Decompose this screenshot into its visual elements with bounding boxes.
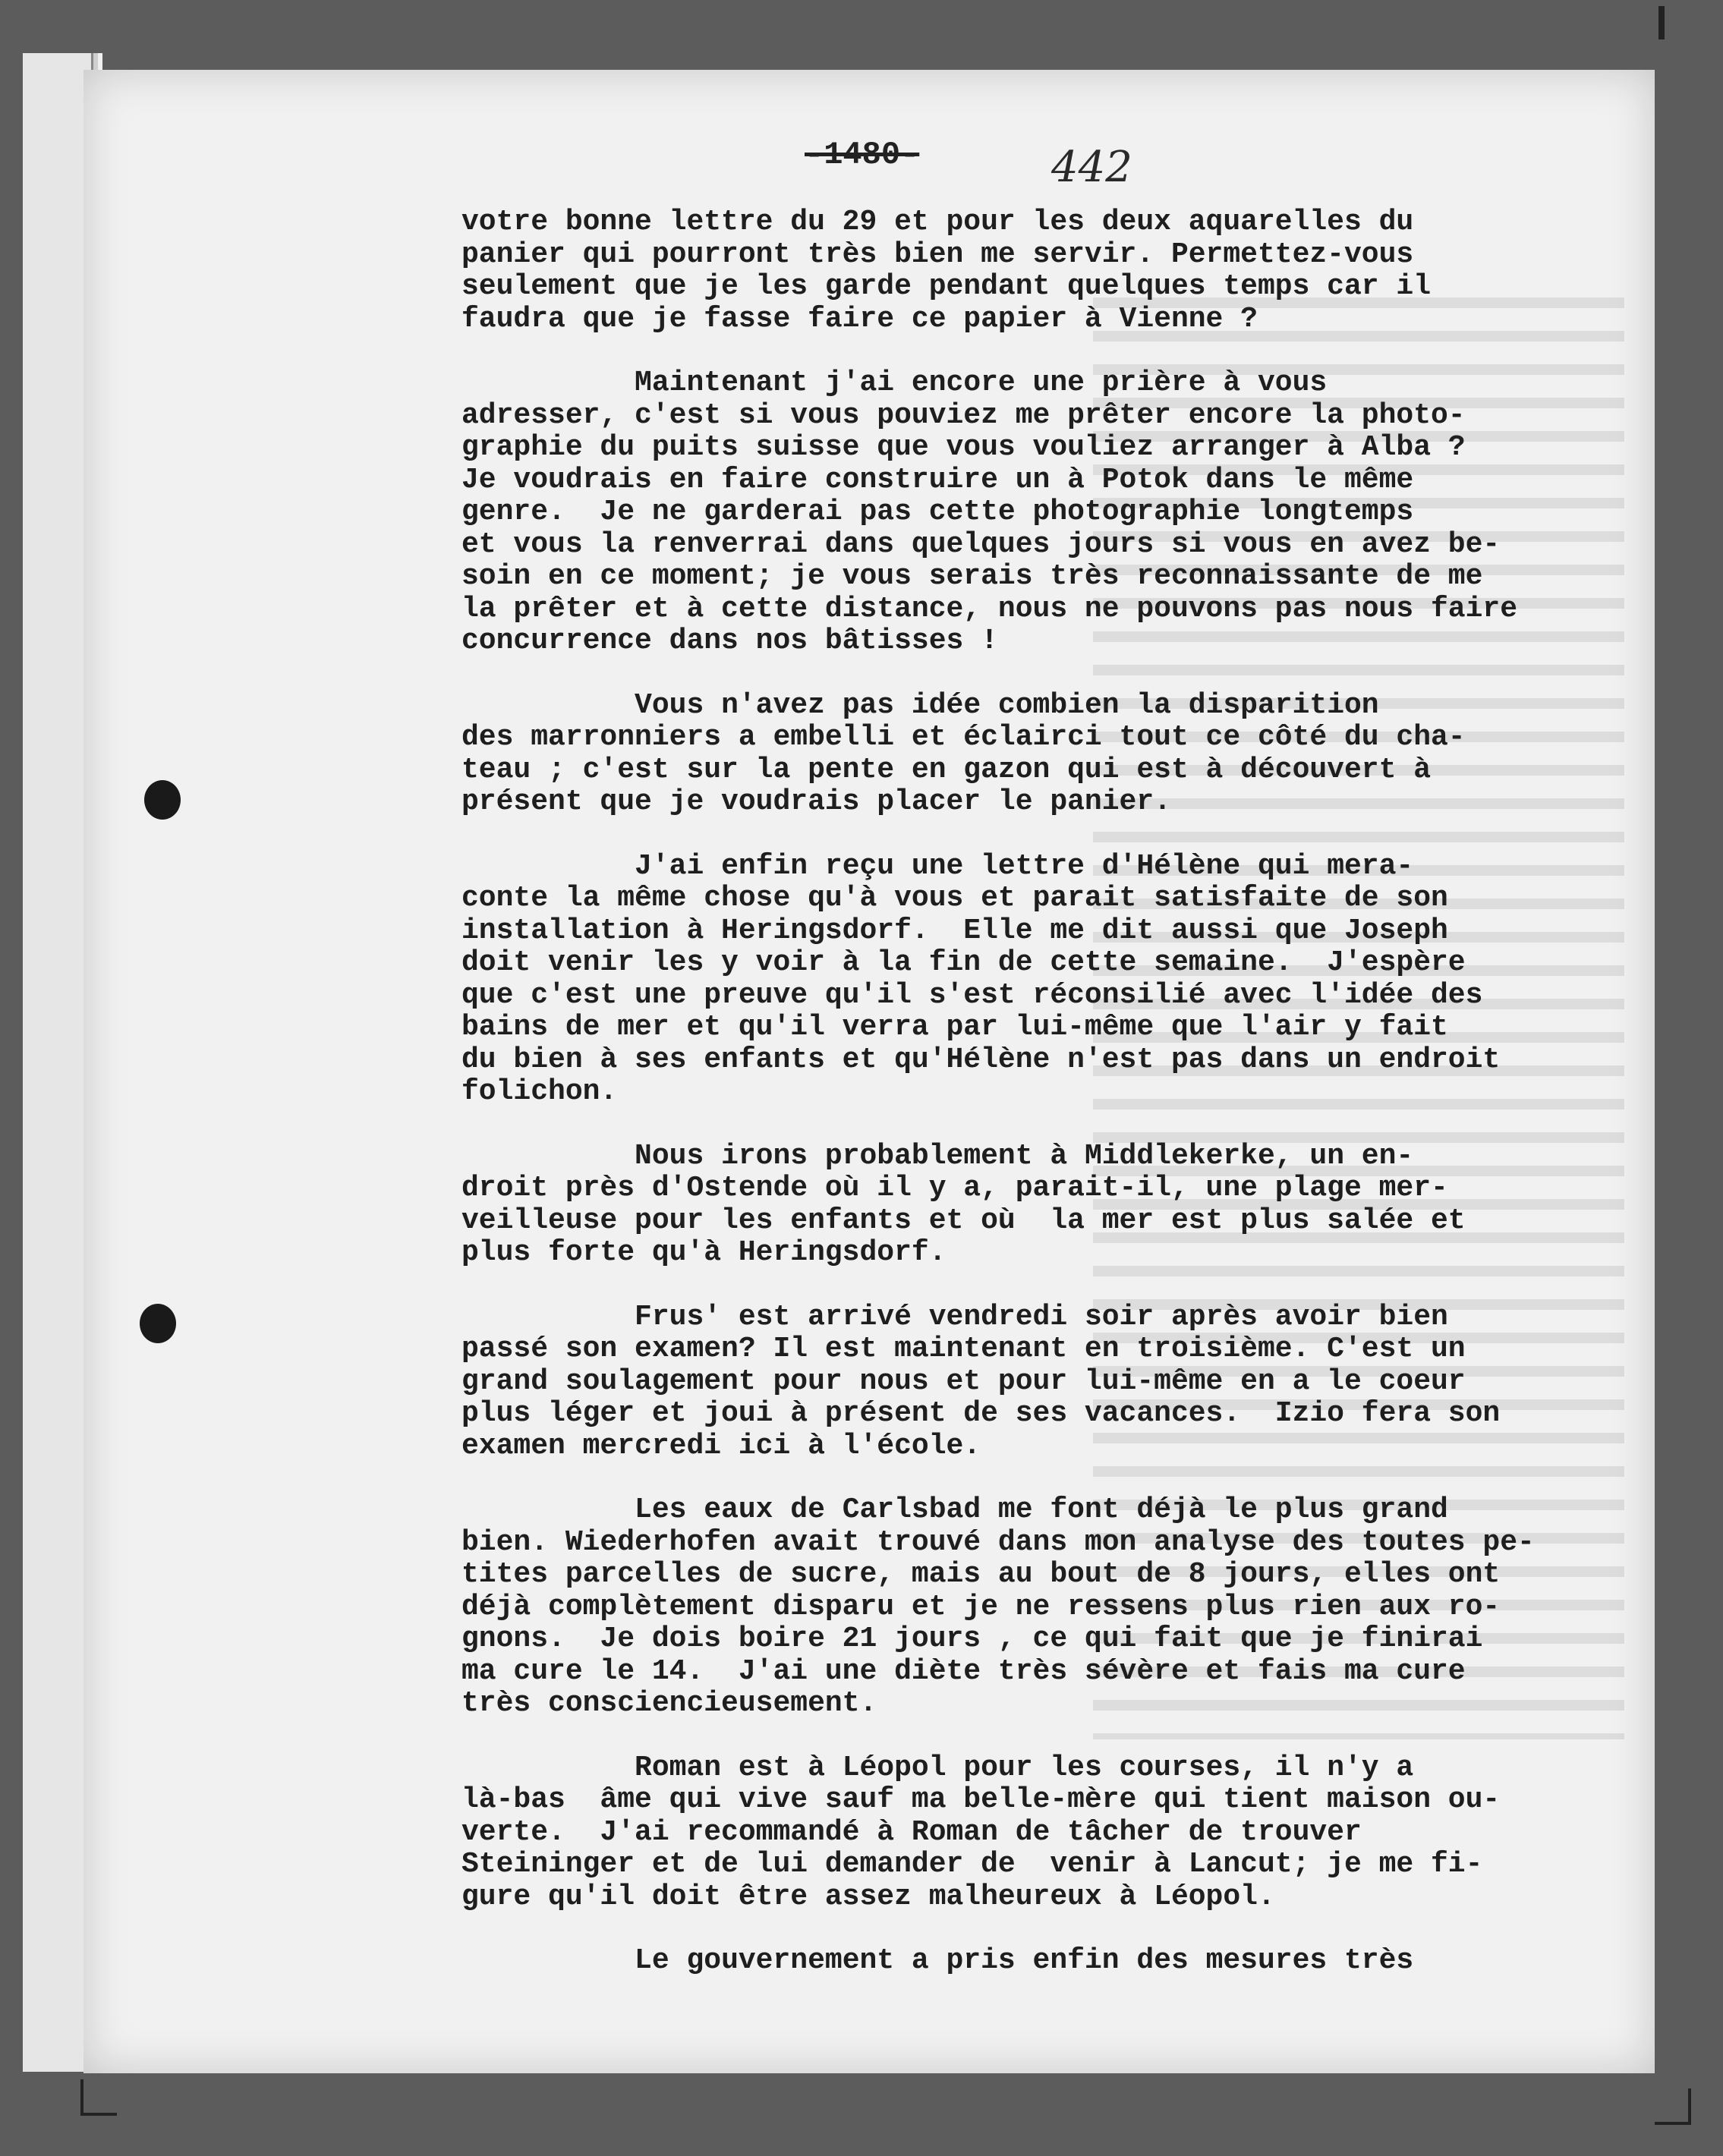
paragraph-9: Le gouvernement a pris enfin des mesures très (461, 1944, 1414, 1977)
corner-crop-mark (1658, 6, 1665, 39)
punch-hole-top (144, 780, 181, 820)
paragraph-4: J'ai enfin reçu une lettre d'Hélène qui mera- conte la même chose qu'à vous et parait satisfaite de son installation à Heringsdorf. Elle me dit aussi que Joseph doit venir les y voir à la fin de cette semaine. J'espère que c'est une preuve qu'il s'est réconsilié avec l'idée des bains de mer et qu'il verra par lui-même que l'air y fait du bien à ses enfants et qu'Hélène n'est pas dans un endroit folichon. (461, 849, 1501, 1108)
paragraph-2: Maintenant j'ai encore une prière à vous adresser, c'est si vous pouviez me prêter encore la photo- graphie du puits suisse que vous vouliez arranger à Alba ? Je voudrais en faire construire un à Potok dans le même genre. Je ne garderai pas cette photographie longtemps et vous la renverrai dans quelques jours si vous en avez be- soin en ce moment; je vous serais très reconnaissante de me la prêter et à cette distance, nous ne pouvons pas nous faire concurrence dans nos bâtisses ! (461, 367, 1518, 657)
paragraph-8: Roman est à Léopol pour les courses, il n'y a là-bas âme qui vive sauf ma belle-mère qui tient maison ou- verte. J'ai recommandé à Roman de tâcher de trouver Steininger et de lui demander de venir à Lancut; je me fi- gure qu'il doit être assez malheureux à Léopol. (461, 1751, 1501, 1913)
paragraph-3: Vous n'avez pas idée combien la disparition des marronniers a embelli et éclairci tout ce côté du cha- teau ; c'est sur la pente en gazon qui est à découvert à présent que je voudrais placer le panier. (461, 688, 1466, 818)
paragraph-1: votre bonne lettre du 29 et pour les deux aquarelles du panier qui pourront très bien me servir. Permettez-vous seulement que je les garde pendant quelques temps car il faudra que je fasse faire ce papier à Vienne ? (461, 206, 1432, 335)
page-number-handwritten: 442 (1051, 143, 1132, 192)
paragraph-5: Nous irons probablement à Middlekerke, un en- droit près d'Ostende où il y a, parait-il, une plage mer- veilleuse pour les enfants et où la mer est plus salée et plus forte qu'à Heringsdorf. (461, 1139, 1466, 1269)
letter-body (461, 206, 1638, 2010)
page-number-struck: -1480- (805, 137, 920, 173)
crop-mark-bottom-left (80, 2079, 117, 2116)
crop-mark-bottom-right (1655, 2088, 1691, 2125)
punch-hole-bottom (140, 1304, 176, 1343)
paragraph-6: Frus' est arrivé vendredi soir après avoir bien passé son examen? Il est maintenant en troisième. C'est un grand soulagement pour nous et pour lui-même en a le coeur plus léger et joui à présent de ses vacances. Izio fera son examen mercredi ici à l'école. (461, 1300, 1501, 1462)
paragraph-7: Les eaux de Carlsbad me font déjà le plus grand bien. Wiederhofen avait trouvé dans mon analyse des toutes pe- tites parcelles de sucre, mais au bout de 8 jours, elles ont déjà complètement disparu et je ne ressens plus rien aux ro- gnons. Je dois boire 21 jours , ce qui fait que je finirai ma cure le 14. J'ai une diète très sévère et fais ma cure très consciencieusement. (461, 1493, 1535, 1720)
